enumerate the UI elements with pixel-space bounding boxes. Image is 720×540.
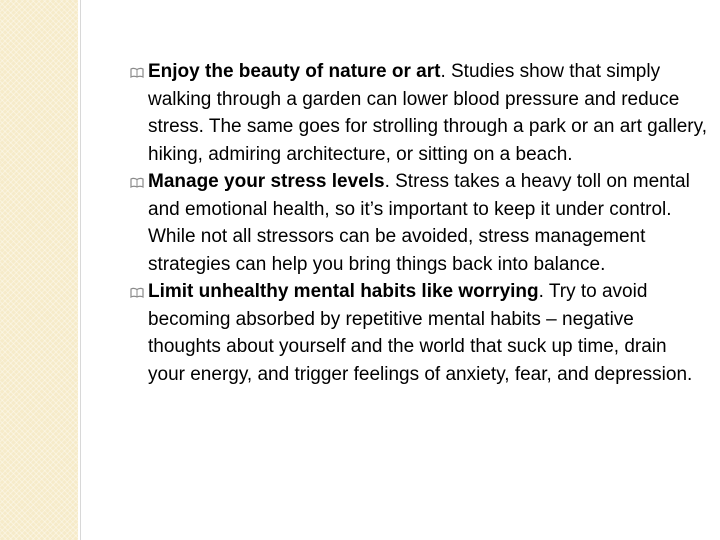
bullet-title: Enjoy the beauty of nature or art bbox=[148, 61, 441, 82]
decorative-side-band bbox=[0, 0, 78, 540]
bullet-title: Limit unhealthy mental habits like worrying bbox=[148, 281, 539, 302]
bullet-body: . Studies show that simply walking through a garden can lower blood pressure and reduce stress. The same goes for strolling through a park or an art gallery, hiking, admiring architecture, or sitting on a beach. bbox=[148, 61, 708, 165]
bullet-body: . Stress takes a heavy toll on mental and emotional health, so it’s important to keep it under control. While not all stressors can be avoided, stress management strategies can help you bring things back into balance. bbox=[148, 171, 690, 275]
book-bullet-icon bbox=[130, 67, 144, 78]
bullet-body: . Try to avoid becoming absorbed by repetitive mental habits – negative thoughts about yourself and the world that suck up time, drain your energy, and trigger feelings of anxiety, fear, and depression. bbox=[148, 281, 693, 385]
book-bullet-icon bbox=[130, 177, 144, 188]
bullet-title: Manage your stress levels bbox=[148, 171, 385, 192]
vertical-divider bbox=[80, 0, 81, 540]
book-bullet-icon bbox=[130, 287, 144, 298]
bullet-item-stress-levels bbox=[128, 168, 708, 278]
bullet-item-nature-art bbox=[128, 58, 708, 168]
bullet-list bbox=[128, 58, 708, 388]
bullet-item-mental-habits bbox=[128, 278, 708, 388]
